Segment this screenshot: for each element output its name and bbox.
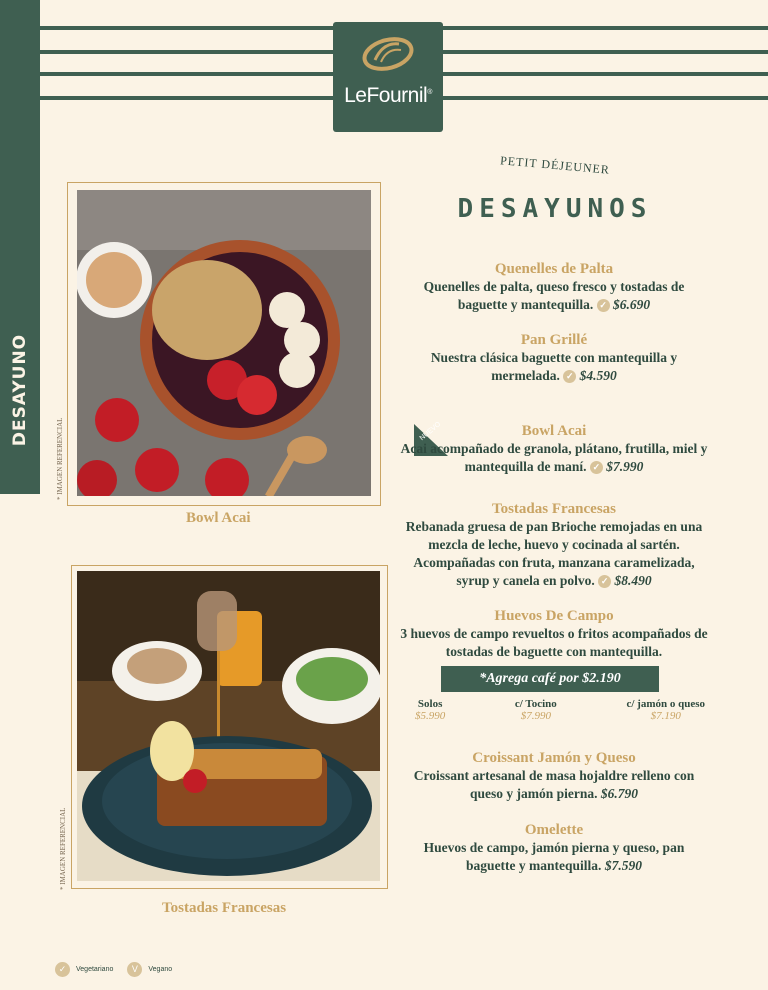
item-name: Tostadas Francesas [491,501,617,517]
menu-item-tostadas-francesas [400,501,708,590]
vegetarian-icon: ✓ [55,962,70,977]
item-price: $7.990 [606,459,644,474]
brand-logo [333,22,443,132]
bread-icon [361,34,415,74]
vegetarian-icon: ✓ [563,370,576,383]
item-desc: Acai acompañado de granola, plátano, frutilla, miel y mantequilla de maní. ✓ $7.990 [400,441,708,474]
vegetarian-icon: ✓ [597,299,610,312]
legend-vegan: Vegano [148,966,173,973]
vegan-icon: V [127,962,142,977]
vegetarian-icon: ✓ [590,461,603,474]
legend-vegetarian: Vegetariano [76,966,114,973]
side-label: DESAYUNO [10,333,30,447]
item-name: Pan Grillé [520,332,588,348]
item-name: Bowl Acai [521,423,587,439]
photo-bowl-acai [67,182,381,506]
ref-note-1: * IMAGEN REFERENCIAL [56,417,64,500]
bowl-acai-image [77,190,371,496]
egg-option: c/ Tocino $7.990 [514,698,557,722]
ref-note-2: * IMAGEN REFERENCIAL [59,807,67,890]
item-desc: 3 huevos de campo revueltos o fritos acompañados de tostadas de baguette con mantequilla. [400,626,708,659]
diet-legend [55,962,172,977]
egg-option: c/ jamón o queso $7.190 [626,698,705,722]
item-name: Huevos De Campo [494,608,614,624]
item-price: $7.590 [604,858,642,873]
photo-tostadas-francesas [71,565,388,889]
item-price: $8.490 [614,573,652,588]
item-desc: Croissant artesanal de masa hojaldre relleno con queso y jamón pierna. $6.790 [413,768,695,801]
new-badge: NUEVO [414,424,454,454]
menu-item-bowl-acai [400,423,708,476]
egg-options [415,698,705,722]
item-price: $6.790 [600,786,638,801]
menu-item-huevos-de-campo [400,608,708,661]
egg-option: Solos $5.990 [415,698,446,722]
section-title: DESAYUNOS [457,194,653,224]
item-desc: Nuestra clásica baguette con mantequilla y mermelada. ✓ $4.590 [430,350,678,383]
item-price: $6.690 [613,297,651,312]
section-kicker: PETIT DÉJEUNER [499,153,611,177]
brand-name: LeFournil® [344,84,432,107]
item-name: Omelette [524,822,584,838]
item-price: $4.590 [579,368,617,383]
side-band [0,0,40,494]
caption-tostadas-francesas: Tostadas Francesas [162,900,287,916]
coffee-addon-note: *Agrega café por $2.190 [441,666,659,692]
menu-item-quenelles [400,261,708,314]
vegetarian-icon: ✓ [598,575,611,588]
menu-item-pan-grille [400,332,708,385]
menu-item-omelette [400,822,708,875]
item-name: Croissant Jamón y Queso [472,750,636,766]
item-name: Quenelles de Palta [494,261,614,277]
item-desc: Rebanada gruesa de pan Brioche remojadas en una mezcla de leche, huevo y cocinada al sartén. Acompañadas con fruta, manzana caramelizada, syrup y canela en polvo. ✓ $8.490 [405,519,703,588]
tostadas-francesas-image [77,571,380,881]
item-desc: Huevos de campo, jamón pierna y queso, pan baguette y mantequilla. $7.590 [423,840,685,873]
item-desc: Quenelles de palta, queso fresco y tostadas de baguette y mantequilla. ✓ $6.690 [423,279,685,312]
menu-item-croissant [400,750,708,803]
caption-bowl-acai: Bowl Acai [186,510,251,526]
